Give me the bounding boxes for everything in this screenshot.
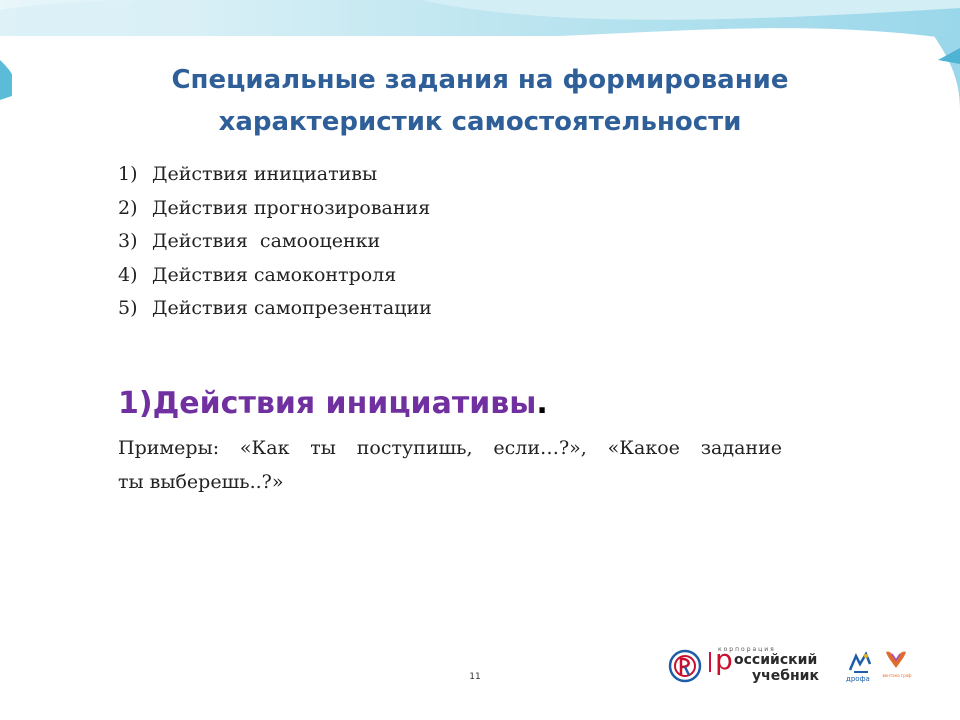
examples-paragraph [118, 431, 782, 499]
russian-textbook-logo-icon [668, 648, 704, 684]
list-item-number: 3) [118, 230, 138, 253]
subheading-period: . [536, 386, 548, 421]
actions-list [118, 158, 432, 326]
list-item [118, 259, 432, 293]
brand-letter-r: р [715, 643, 733, 676]
list-item-text: Действия прогнозирования [152, 196, 431, 219]
example-word: Примеры: [118, 437, 220, 459]
brand-name-line1: оссийский [734, 652, 818, 668]
brand-corporation-label: корпорация [718, 646, 776, 653]
drofa-logo-icon [846, 650, 876, 676]
list-item [118, 225, 432, 259]
brand-divider [709, 652, 711, 672]
example-word: поступишь, [356, 437, 473, 459]
list-item-number: 5) [118, 297, 138, 320]
examples-line1 [118, 431, 782, 465]
page-number: 11 [469, 672, 481, 682]
list-item-text: Действия самопрезентации [152, 297, 432, 320]
example-word: «Как [239, 437, 290, 459]
ventana-graf-label: вентана граф [882, 673, 912, 678]
slide-title-line1: Специальные задания на формирование [171, 65, 789, 95]
list-item-text: Действия самоконтроля [152, 263, 397, 286]
list-item [118, 158, 432, 192]
list-item [118, 292, 432, 326]
brand-name-line2: учебник [752, 668, 819, 684]
examples-line2: ты выберешь..?» [118, 471, 284, 493]
list-item-text: Действия самооценки [152, 230, 381, 253]
drofa-label: дрофа [846, 675, 870, 683]
slide-title-line2: характеристик самостоятельности [218, 107, 742, 137]
list-item [118, 192, 432, 226]
subheading-text: 1)Действия инициативы [118, 386, 537, 421]
list-item-number: 2) [118, 196, 138, 219]
list-item-number: 1) [118, 163, 138, 185]
example-word: задание [700, 437, 782, 459]
ventana-graf-logo-icon [882, 648, 910, 672]
list-item-text: Действия инициативы [152, 163, 378, 185]
example-word: ты [310, 437, 336, 459]
example-word: «Какое [607, 437, 680, 459]
example-word: если…?», [493, 437, 587, 459]
section-subheading [118, 386, 548, 421]
list-item-number: 4) [118, 263, 138, 286]
